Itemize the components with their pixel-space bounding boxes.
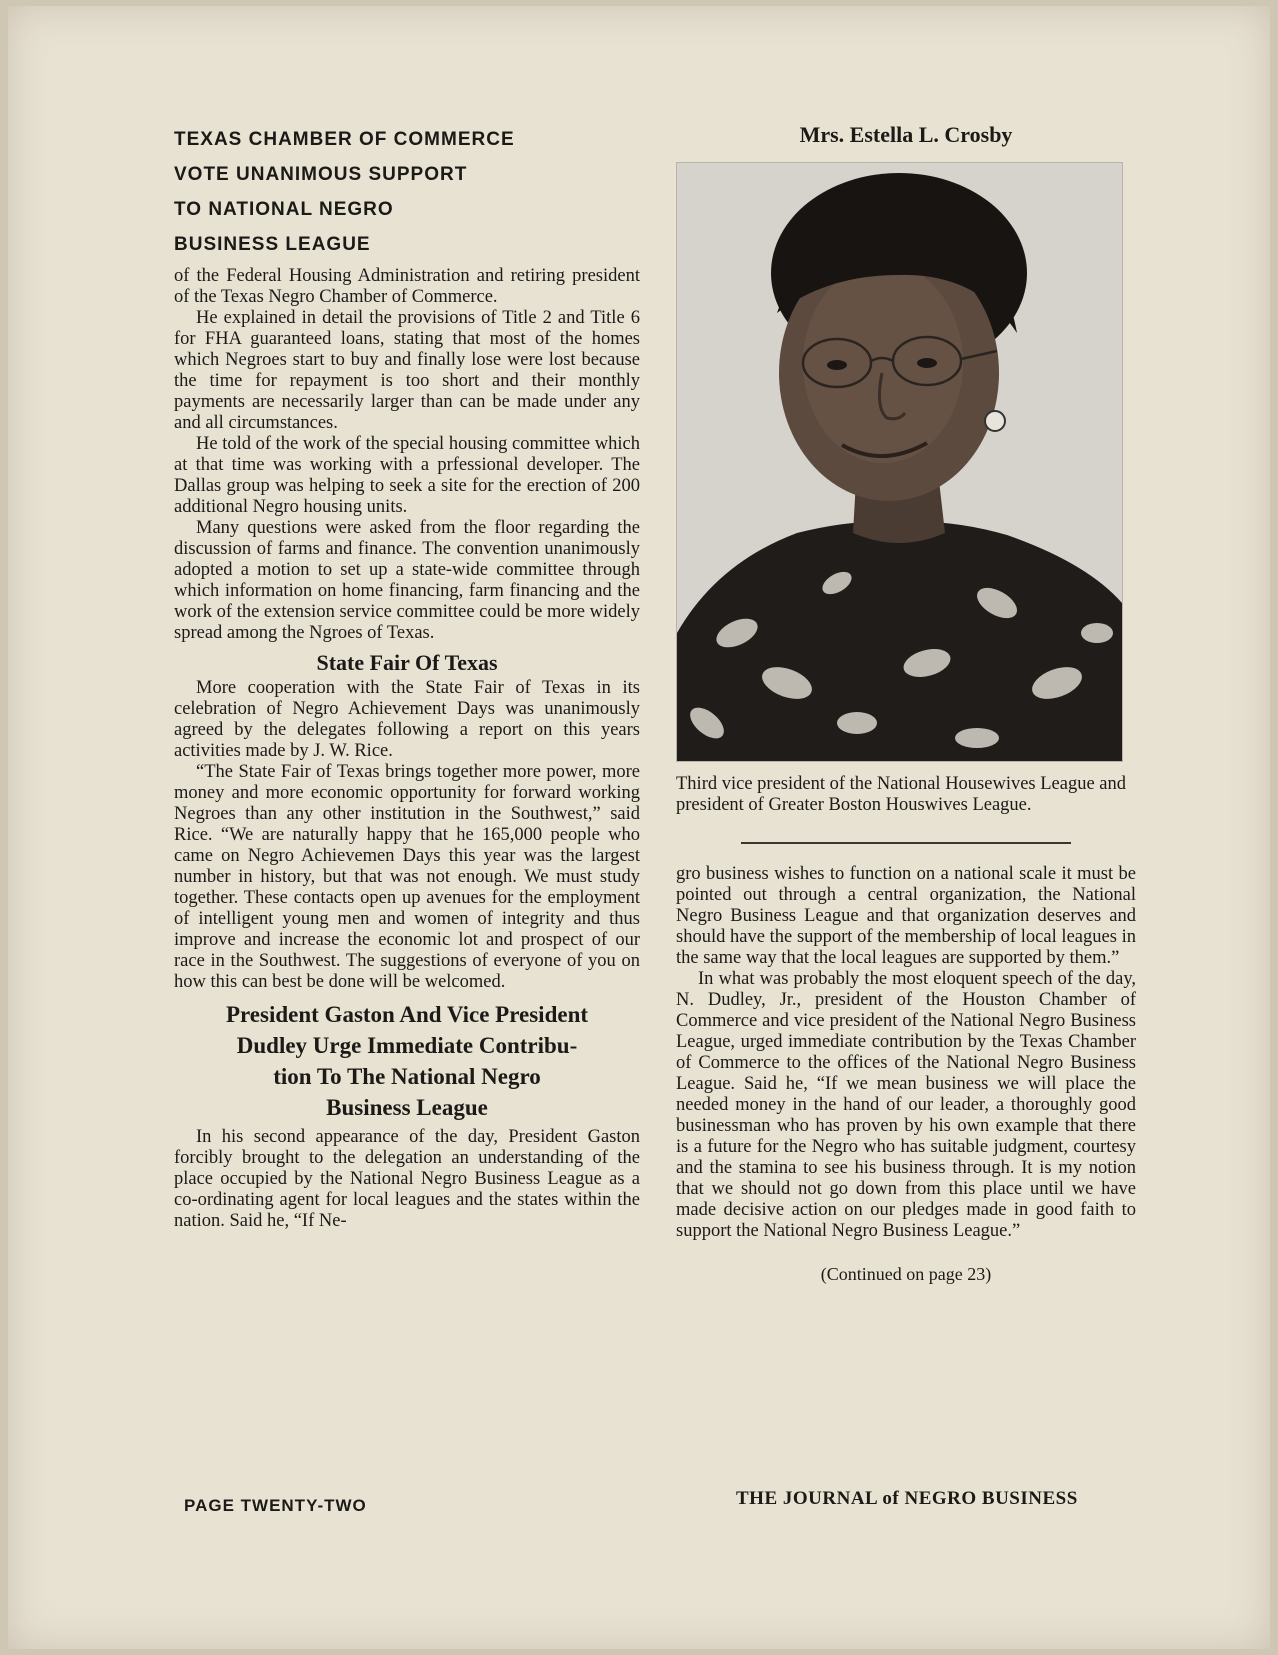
- article-body-right: [676, 864, 1136, 1242]
- paragraph: In what was probably the most eloquent speech of the day, N. Dudley, Jr., president of the Houston Chamber of Commerce and vice president of the National Negro Business League, urged immediate contribution by the Texas Chamber of Commerce to the offices of the National Negro Business League. Said he, “If we mean business we will place the needed money in the hand of our leader, a thoroughly good businessman who has proven by his own example that there is a future for the Negro who has suitable judgment, courtesy and the stamina to see his business through. It is my notion that we should not go down from this place until we have made decisive action on our pledges made in good faith to support the National Negro Business League.”: [676, 969, 1136, 1241]
- paragraph: Many questions were asked from the floor regarding the discussion of farms and finance. The convention unanimously adopted a motion to set up a state-wide committee through which information on home financing, farm financing and the work of the extension service committee could be more widely spread among the Ngroes of Texas.: [174, 518, 640, 643]
- paragraph: In his second appearance of the day, President Gaston forcibly brought to the delegation an understanding of the place occupied by the National Negro Business League as a co-ordinating agent for local leagues and the states within the nation. Said he, “If Ne-: [174, 1127, 640, 1231]
- article-body-3: [174, 1127, 640, 1232]
- photo-caption: Third vice president of the National Housewives League and president of Greater Boston Houswives League.: [676, 774, 1127, 815]
- portrait-photo: [676, 162, 1123, 762]
- divider: [741, 842, 1071, 844]
- photo-title: Mrs. Estella L. Crosby: [799, 122, 1013, 147]
- paragraph: “The State Fair of Texas brings together more power, more money and more economic opportunity for forward working Negroes than any other institution in the Southwest,” said Rice. “We are naturally happy that he 165,000 people who came on Negro Achievemen Days this year was the largest number in history, but that was not enough. We must study together. These contacts open up avenues for the employment of intelligent young men and women of integrity and thus improve and increase the economic lot and prospect of our race in the Southwest. The suggestions of everyone of you on how this can best be done will be welcomed.: [174, 762, 640, 992]
- paragraph: He told of the work of the special housing committee which at that time was working with a prfessional developer. The Dallas group was helping to seek a site for the erection of 200 additional Negro housing units.: [174, 434, 640, 517]
- continued-note: (Continued on page 23): [820, 1264, 992, 1284]
- article-headline: [174, 122, 640, 262]
- headline-line: VOTE UNANIMOUS SUPPORT: [174, 164, 468, 185]
- paragraph: of the Federal Housing Administration and retiring president of the Texas Negro Chamber of Commerce.: [174, 266, 640, 307]
- paragraph: He explained in detail the provisions of Title 2 and Title 6 for FHA guaranteed loans, stating that most of the homes which Negroes start to buy and finally lose were lost because the time for repayment is too short and their monthly payments are necessarily larger than can be made under any and all circumstances.: [174, 308, 640, 433]
- magazine-page: [8, 6, 1270, 1649]
- portrait-illustration: [677, 163, 1122, 761]
- heading-line: Dudley Urge Immediate Contribu-: [236, 1033, 578, 1058]
- left-column: [174, 122, 640, 1232]
- heading-line: President Gaston And Vice President: [225, 1002, 589, 1027]
- paragraph: More cooperation with the State Fair of Texas in its celebration of Negro Achievement Days was unanimously agreed by the delegates following a report on this years activities made by J. W. Rice.: [174, 678, 640, 761]
- heading-line: tion To The National Negro: [273, 1064, 541, 1089]
- page-number-footer: PAGE TWENTY-TWO: [184, 1496, 367, 1515]
- section-heading-state-fair: State Fair Of Texas: [316, 650, 498, 675]
- right-column: [676, 122, 1136, 1285]
- headline-line: TO NATIONAL NEGRO: [174, 199, 394, 220]
- headline-line: BUSINESS LEAGUE: [174, 234, 371, 255]
- heading-line: Business League: [326, 1095, 488, 1120]
- publication-footer: THE JOURNAL of NEGRO BUSINESS: [736, 1488, 1078, 1509]
- article-body-1: [174, 266, 640, 644]
- paragraph: gro business wishes to function on a national scale it must be pointed out through a central organization, the National Negro Business League and that organization deserves and should have the support of the membership of local leagues in the same way that the local leagues are supported by them.”: [676, 864, 1136, 968]
- article-body-2: [174, 678, 640, 993]
- headline-line: TEXAS CHAMBER OF COMMERCE: [174, 129, 515, 150]
- section-heading-gaston-dudley: [174, 999, 640, 1123]
